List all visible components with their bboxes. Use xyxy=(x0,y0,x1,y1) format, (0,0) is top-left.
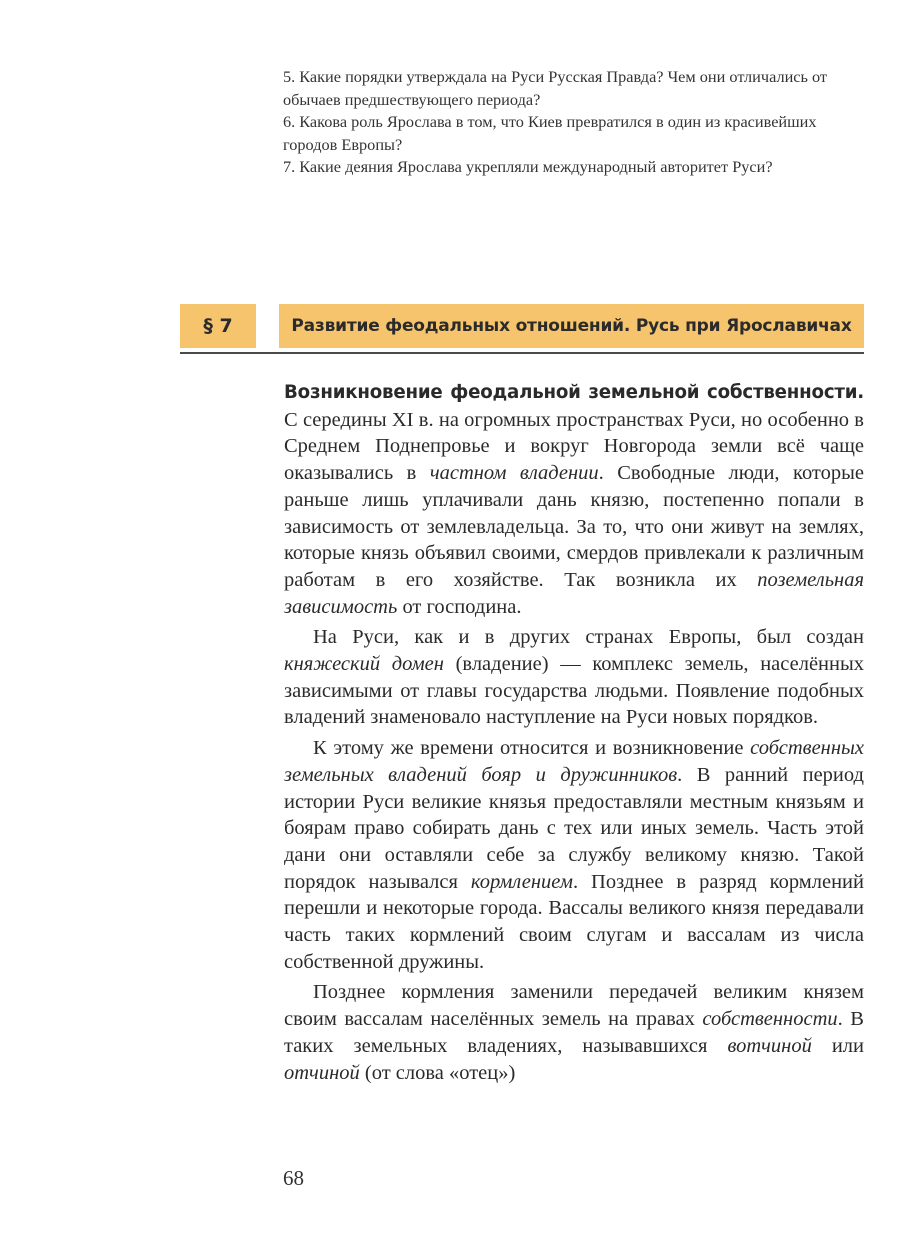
question-5: 5. Какие порядки утверждала на Руси Русская Правда? Чем они отличались от обычаев предшествующего периода? xyxy=(283,67,828,109)
page-number: 68 xyxy=(283,1166,304,1190)
paragraph-4 xyxy=(284,979,864,1086)
text-run: . В ранний период истории Руси великие князья предоставляли местным князьям и боярам право собирать дань с тех или иных земель. Часть этой дани они оставляли себе за службу великому князю. Такой порядок назывался xyxy=(284,763,864,893)
term: частном владении xyxy=(429,462,599,485)
paragraph-3 xyxy=(284,735,864,975)
question-7: 7. Какие деяния Ярослава укрепляли международный авторитет Руси? xyxy=(283,157,773,177)
term: вотчиной xyxy=(727,1034,812,1057)
text-run: или xyxy=(811,1034,865,1057)
term: отчиной xyxy=(284,1061,360,1084)
text-run: . Позднее в разряд кормлений перешли и некоторые города. Вассалы великого князя передавали часть таких кормлений своим слугам и вассалам из числа собственной дружины. xyxy=(284,870,864,973)
section-title: Развитие феодальных отношений. Русь при Ярославичах xyxy=(279,304,864,348)
section-divider xyxy=(180,352,864,354)
text-run: (от слова «отец») xyxy=(359,1061,516,1084)
text-run: (владение) — комплекс земель, населённых зависимыми от главы государства людьми. Появление подобных владений знаменовало наступление на Руси новых порядков. xyxy=(284,653,865,729)
term: поземельная зависимость xyxy=(284,568,864,618)
paragraph-1 xyxy=(284,379,864,620)
text-run: Позднее кормления заменили передачей великим князем своим вассалам населённых земель на правах xyxy=(284,981,864,1031)
term: собственности xyxy=(702,1008,838,1031)
review-questions xyxy=(283,66,863,179)
paragraph-2 xyxy=(284,624,864,731)
text-run: С середины XI в. на огромных пространствах Руси, но особенно в Среднем Поднепровье и вокруг Новгорода земли всё чаще оказывались в xyxy=(284,408,864,485)
section-number-badge: § 7 xyxy=(180,304,256,348)
text-run: от господина. xyxy=(397,595,522,618)
text-run: На Руси, как и в других странах Европы, был создан xyxy=(313,626,864,649)
question-6: 6. Какова роль Ярослава в том, что Киев превратился в один из красивейших городов Европы? xyxy=(283,112,817,154)
text-run: . Свободные люди, которые раньше лишь уплачивали дань князю, постепенно попали в зависимость от землевладельца. За то, что они живут на землях, которые князь объявил своими, смердов привлекали к различным работам в его хозяйстве. Так возникла их xyxy=(284,462,864,591)
term: кормлением xyxy=(470,870,573,893)
text-run: . В таких земельных владениях, называвшихся xyxy=(284,1008,864,1057)
term: княжеский домен xyxy=(284,653,444,676)
term: собственных земельных владений бояр и дружинников xyxy=(284,737,864,786)
text-run: К этому же времени относится и возникновение xyxy=(313,737,751,760)
main-text xyxy=(284,379,864,1090)
subheading: Возникновение феодальной земельной собственности. xyxy=(284,382,864,403)
